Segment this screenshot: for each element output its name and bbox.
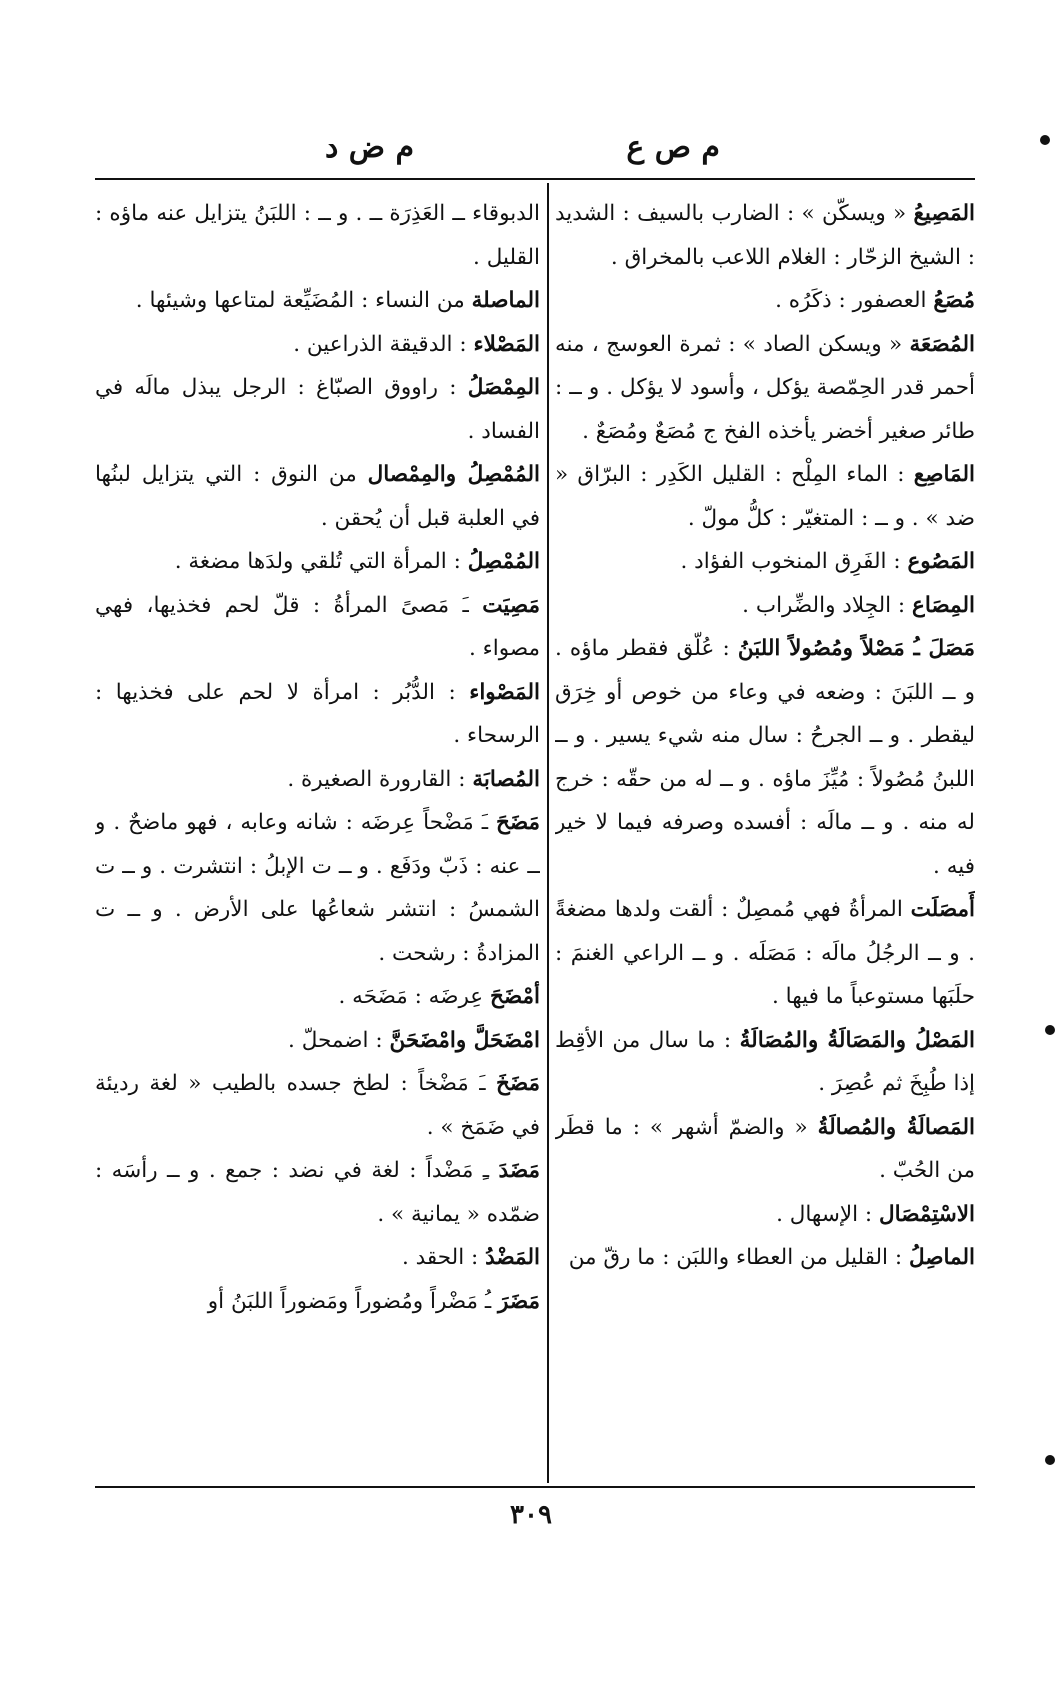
entry-definition: « والضمّ أشهر » : ما قطَر من الحُبّ . [555,1114,975,1183]
dictionary-entry [555,888,975,1019]
dictionary-entry [555,453,975,540]
dictionary-entry [95,758,540,802]
dictionary-entry [555,192,975,279]
entry-headword: الماصلة [471,288,540,313]
header-rule [95,178,975,180]
entry-definition: الدبوقاء ــ العَذِرَة ــ . و ــ : اللبَنُ يتزايل عنه ماؤه : القليل . [95,201,540,270]
dictionary-entry [95,801,540,975]
entry-definition: : الفَرِق المنخوب الفؤاد . [680,549,901,574]
entry-headword: المَصْلاء [473,331,540,357]
entry-definition: : القارورة الصغيرة . [287,766,466,792]
entry-definition: : الجِلاد والضِّراب . [742,592,906,618]
entry-headword: أمْضَحَ [489,984,540,1009]
dictionary-entry [95,671,540,758]
footer-rule [95,1486,975,1488]
entry-headword: المَصالَةُ والمُصالَةُ [817,1114,975,1140]
entry-definition: ـُ مَضْراً ومُضوراً ومَضوراً اللبَنُ أو [207,1288,492,1314]
right-column [555,192,975,1482]
scan-mark [1045,1025,1055,1035]
entry-headword: مَصَلَ ـُ مَصْلاً ومُصُولاً اللبَنُ [737,636,975,661]
entry-definition: : القليل من العطاء واللبَن : ما رقّ من [568,1245,903,1270]
entry-definition: : راووق الصبّاغ : الرجل يبذل مالَه في الفساد . [95,375,540,444]
entry-headword: مَضَخَ [495,1071,540,1096]
dictionary-entry [95,1236,540,1280]
entry-definition: : الدقيقة الذراعين . [293,331,467,357]
entry-headword: أَمصَلَت [910,897,975,922]
page-header [95,130,975,180]
dictionary-entry [555,279,975,323]
dictionary-entry [555,540,975,584]
dictionary-entry [555,1019,975,1106]
entry-headword: المَصْواء [469,679,540,705]
entry-definition: العصفور : ذكَرُه . [775,288,927,313]
dictionary-entry [95,279,540,323]
dictionary-entry [95,1062,540,1149]
entry-headword: المَصِيعُ [913,201,975,226]
entry-definition: : الدُّبُر : امرأة لا لحم على فخذيها : الرسحاء . [95,679,540,748]
entry-definition: : ما سال من الأقِط إذا طُبِخَ ثم عُصِرَ . [555,1027,975,1096]
dictionary-entry [95,1149,540,1236]
dictionary-entry [95,975,540,1019]
dictionary-entry [95,1280,540,1324]
entry-headword: المِمْصَلُ [467,375,540,400]
dictionary-entry [95,323,540,367]
dictionary-entry [555,1193,975,1237]
dictionary-entry [95,1019,540,1063]
scan-mark [1040,135,1050,145]
entry-definition: عِرضَه : مَضَحَه . [338,984,484,1009]
dictionary-entry [95,453,540,540]
entry-headword: المَصُوع [907,549,975,574]
dictionary-entry [95,366,540,453]
entry-definition: : المرأة التي تُلقي ولدَها مضغة . [174,549,461,574]
entry-headword: مُصَعُ [933,288,975,313]
dictionary-entry [555,1106,975,1193]
scan-mark [1045,1455,1055,1465]
column-divider [547,183,549,1483]
dictionary-entry [555,627,975,888]
entry-headword: المَضْدُ [485,1245,540,1270]
entry-definition: المرأةُ فهي مُمصِلٌ : ألقت ولدها مضغةً . و ــ الرجُلُ مالَه : مَصَلَه . و ــ الراعي الغنمَ : حلَبَها مستوعباً ما فيها . [555,897,975,1009]
entry-definition: : الإسهال . [776,1201,873,1227]
dictionary-entry [555,1236,975,1280]
entry-headword: المَصْلُ والمَصَالَةُ والمُصَالَةُ [739,1027,975,1053]
entry-headword: امْضَحَلَّ وامْضَحَنَّ [389,1027,540,1053]
entry-headword: الماصِلُ [908,1245,975,1270]
left-column [95,192,540,1482]
entry-headword: مَضَحَ [495,810,540,835]
entry-definition: من النساء : المُضَيِّعة لمتاعها وشيئها . [135,288,465,313]
dictionary-entry [95,540,540,584]
entry-headword: الاسْتِمْصَال [879,1201,975,1227]
entry-definition: : اضمحلّ . [288,1027,383,1053]
entry-headword: المُمْصِلُ [467,549,540,574]
dictionary-entry [95,584,540,671]
dictionary-entry [555,323,975,454]
entry-definition: : الحقد . [401,1245,479,1270]
entry-definition: : الماء المِلْح : القليل الكَدِر : البرّاق « ضد » . و ــ : المتغيّر : كلُّ مولّ . [555,462,975,531]
entry-definition: من النوق : التي يتزايل لبنُها في العلبة قبل أن يُحقن . [95,462,540,531]
entry-definition: ـِ مَضْداً : لغة في نضد : جمع . و ــ رأسَه : ضمّده « يمانية » . [95,1158,540,1227]
entry-headword: مَضَرَ [497,1288,540,1314]
entry-definition: ـَ مَضْحاً عِرضَه : شانه وعابه ، فهو ماضحٌ . و ــ عنه : ذَبّ ودَفَع . و ــ ت الإبلُ : انتشرت . و ــ ت الشمسُ : انتشر شعاعُها على الأرض . و ــ ت المزادةُ : رشحت . [95,810,540,966]
entry-headword: المُمْصِلُ والمِمْصال [367,462,540,487]
entry-headword: المِصَاع [912,592,975,618]
dictionary-entry [95,192,540,279]
entry-headword: المَاصِع [913,462,975,487]
entry-definition: « ويسكّن » : الضارب بالسيف : الشديد : الشيخ الزحّار : الغلام اللاعب بالمخراق . [555,201,975,270]
entry-headword: المُصابَة [472,766,540,792]
entry-definition: : عُلّق فقطر ماؤه . و ــ اللبَنَ : وضعه في وعاء من خوص أو خِرَق ليقطر . و ــ الجرحُ : سال منه شيء يسير . و ــ اللبنُ مُصُولاً : مُيِّزَ ماؤه . و ــ له من حقّه : خرج له منه . و ــ مالَه : أفسده وصرفه فيما لا خير فيه . [555,636,975,879]
entry-definition: ـَ مَضْخاً : لطخ جسده بالطيب « لغة رديئة في ضَمَخ » . [95,1071,540,1140]
entry-definition: ـَ مَصىً المرأةُ : قلّ لحم فخذيها، فهي مصواء . [95,592,540,661]
entry-headword: المُصَعَة [909,331,975,357]
dictionary-entry [555,584,975,628]
header-root-left: م ض د [325,130,415,165]
entry-definition: « ويسكن الصاد » : ثمرة العوسج ، منه أحمر قدر الحِمّصة يؤكل ، وأسود لا يؤكل . و ــ : طائر صغير أخضر يأخذه الفخ ج مُصَعٌ ومُصَعٌ . [555,331,975,444]
header-root-right: م ص ع [626,130,720,165]
entry-headword: مَضَدَ [498,1158,540,1183]
page-number: ٣٠٩ [510,1500,552,1530]
entry-headword: مَصِيَت [482,592,540,618]
